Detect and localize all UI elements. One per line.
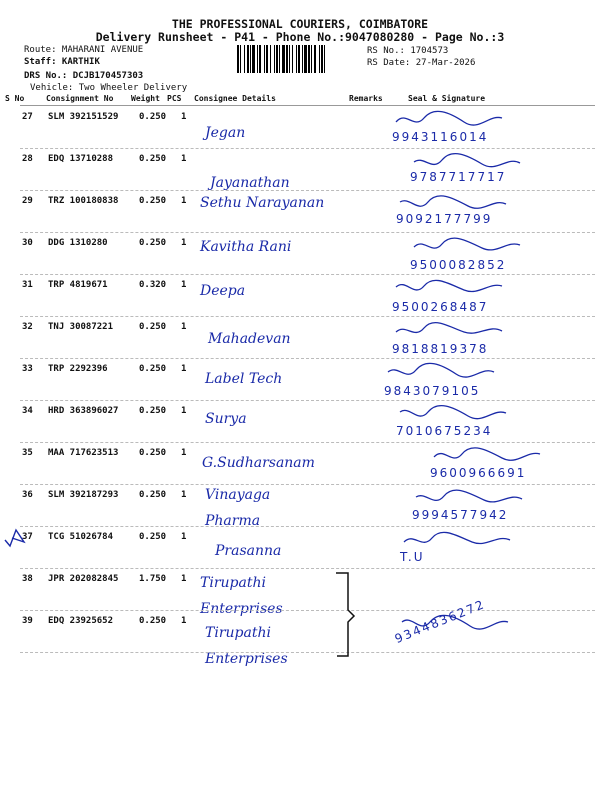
signature-mark [394,318,504,340]
receiver-phone: 9600966691 [430,466,527,480]
weight-value: 0.250 [139,490,167,500]
consignee-name: Tirupathi Enterprises [200,575,283,617]
signature-mark [394,276,504,298]
table-row [0,150,600,192]
receiver-phone: 9787717717 [410,170,507,184]
pcs-value: 1 [181,616,187,626]
consignment-number: MAA 717623513 [48,448,119,458]
table-row [0,444,600,486]
row-divider [20,358,595,359]
pcs-value: 1 [181,574,187,584]
signature-mark [394,108,504,130]
receiver-phone: 9818819378 [392,342,489,356]
row-sno: 39 [22,616,33,626]
col-weight: Weight [131,94,160,103]
rs-date: RS Date: 27-Mar-2026 [367,58,476,68]
weight-value: 0.250 [139,532,167,542]
vehicle-label: Vehicle: Two Wheeler Delivery [30,83,188,93]
pcs-value: 1 [181,322,187,332]
row-sno: 33 [22,364,33,374]
consignee-name: Label Tech [205,371,283,387]
table-row [0,192,600,234]
consignee-name: Surya [205,411,247,427]
row-sno: 37 [22,532,33,542]
signature-mark [386,360,496,382]
row-divider [20,400,595,401]
pcs-value: 1 [181,154,187,164]
receiver-phone: 9500268487 [392,300,489,314]
row-sno: 38 [22,574,33,584]
row-divider [20,274,595,275]
table-row [0,318,600,360]
receiver-phone: 9843079105 [384,384,481,398]
consignment-number: TCG 51026784 [48,532,114,542]
row-divider [20,442,595,443]
consignee-name: Tirupathi Enterprises [205,625,288,667]
col-seal: Seal & Signature [408,94,486,103]
consignment-number: EDQ 23925652 [48,616,114,626]
col-consignee: Consignee Details [194,94,276,103]
weight-value: 0.320 [139,280,167,290]
consignment-number: HRD 363896027 [48,406,119,416]
pcs-value: 1 [181,490,187,500]
weight-value: 0.250 [139,238,167,248]
weight-value: 0.250 [139,406,167,416]
table-row [0,276,600,318]
row-sno: 30 [22,238,33,248]
signature-mark [398,192,508,214]
row-divider [20,148,595,149]
receiver-phone: 9344836272 [392,596,488,646]
table-row [0,108,600,150]
signature-mark [412,150,522,172]
pcs-value: 1 [181,280,187,290]
weight-value: 0.250 [139,196,167,206]
drs-number: DRS No.: DCJB170457303 [24,71,144,81]
row-divider [20,610,595,611]
receiver-phone: 9994577942 [412,508,509,522]
signature-mark [414,486,524,508]
table-row [0,360,600,402]
pcs-value: 1 [181,112,187,122]
consignment-number: DDG 1310280 [48,238,108,248]
receiver-phone: 7010675234 [396,424,493,438]
consignment-number: EDQ 13710288 [48,154,114,164]
pcs-value: 1 [181,406,187,416]
consignment-number: SLM 392151529 [48,112,119,122]
pcs-value: 1 [181,196,187,206]
consignee-name: G.Sudharsanam [202,455,315,471]
signature-mark [412,234,522,256]
table-row [0,486,600,528]
weight-value: 0.250 [139,112,167,122]
rs-number: RS No.: 1704573 [367,46,449,56]
header-divider [20,105,595,106]
weight-value: 0.250 [139,448,167,458]
receiver-phone: 9943116014 [392,130,489,144]
consignee-name: Kavitha Rani [200,239,292,255]
runsheet-title: Delivery Runsheet - P41 - Phone No.:9047080280 - Page No.:3 [95,30,505,44]
weight-value: 1.750 [139,574,167,584]
row-sno: 27 [22,112,33,122]
staff-label: Staff: KARTHIK [24,57,100,67]
table-row [0,402,600,444]
weight-value: 0.250 [139,616,167,626]
row-divider [20,526,595,527]
row-divider [20,232,595,233]
col-pcs: PCS [167,94,182,103]
row-sno: 35 [22,448,33,458]
row-divider [20,568,595,569]
consignment-number: TNJ 30087221 [48,322,114,332]
route-label: Route: MAHARANI AVENUE [24,45,144,55]
col-remarks: Remarks [349,94,383,103]
consignee-name: Jegan [205,125,246,141]
col-sno: S No [5,94,25,103]
barcode-image [237,45,365,73]
receiver-phone: 9092177799 [396,212,493,226]
pcs-value: 1 [181,532,187,542]
row-sno: 32 [22,322,33,332]
consignee-name: Sethu Narayanan [200,195,325,211]
consignee-name: Deepa [200,283,246,299]
row-divider [20,652,595,653]
weight-value: 0.250 [139,154,167,164]
consignee-name: Mahadevan [208,331,291,347]
receiver-phone: T.U [400,550,425,564]
row-sno: 34 [22,406,33,416]
pcs-value: 1 [181,238,187,248]
consignment-number: TRP 2292396 [48,364,108,374]
table-row [0,596,600,667]
row-sno: 29 [22,196,33,206]
consignment-number: TRP 4819671 [48,280,108,290]
weight-value: 0.250 [139,364,167,374]
consignee-name: Prasanna [215,543,282,559]
checkmark-icon [2,524,28,550]
row-divider [20,316,595,317]
row-sno: 31 [22,280,33,290]
consignee-name: Jayanathan [210,175,290,191]
signature-mark [398,402,508,424]
weight-value: 0.250 [139,322,167,332]
receiver-phone: 9500082852 [410,258,507,272]
row-sno: 28 [22,154,33,164]
bracket-mark [332,570,358,660]
pcs-value: 1 [181,364,187,374]
company-title: THE PROFESSIONAL COURIERS, COIMBATORE [171,17,429,31]
table-row [0,234,600,276]
col-consignment: Consignment No [46,94,114,103]
consignment-number: TRZ 100180838 [48,196,119,206]
table-row [0,570,600,617]
table-row [0,528,600,570]
row-sno: 36 [22,490,33,500]
pcs-value: 1 [181,448,187,458]
consignment-number: SLM 392187293 [48,490,119,500]
consignee-name: Vinayaga Pharma [205,487,271,529]
consignment-number: JPR 202082845 [48,574,119,584]
signature-mark [402,528,512,550]
signature-mark [432,444,542,466]
